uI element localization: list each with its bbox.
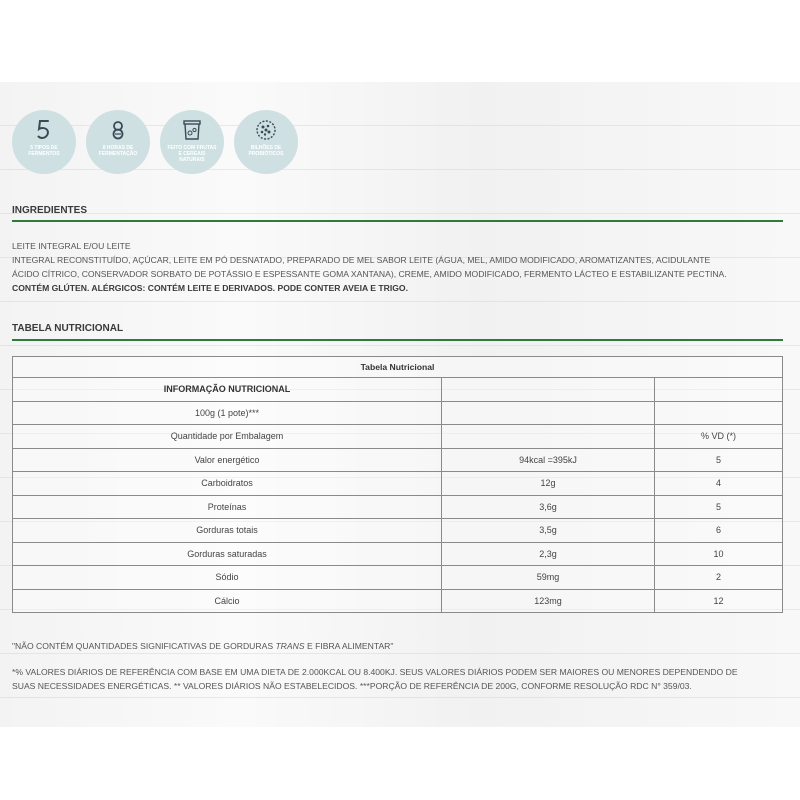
- table-cell-empty: [442, 425, 655, 449]
- table-row: [13, 472, 783, 496]
- nutrient-amount: 59mg: [442, 566, 655, 590]
- nutrient-vd: 2: [655, 566, 783, 590]
- table-row: [13, 495, 783, 519]
- nutrient-name: Gorduras saturadas: [13, 542, 442, 566]
- portion-size: 100g (1 pote)***: [13, 401, 442, 425]
- table-cell-empty: [442, 378, 655, 402]
- badge-label: 5 TIPOS DE FERMENTOS: [28, 145, 60, 157]
- ingredients-text: [12, 239, 787, 295]
- table-cell-empty: [442, 401, 655, 425]
- footnote-line: *% VALORES DIÁRIOS DE REFERÊNCIA COM BASE EM UMA DIETA DE 2.000KCAL OU 8.400KJ. SEUS VALORES DIÁRIOS PODEM SER MAIORES OU MENORES DEPENDENDO DE: [12, 667, 738, 677]
- fruit-cereal-jar-icon: [180, 118, 204, 142]
- allergen-warning: CONTÉM GLÚTEN. ALÉRGICOS: CONTÉM LEITE E DERIVADOS. PODE CONTER AVEIA E TRIGO.: [12, 283, 408, 293]
- badge-probioticos: [234, 110, 298, 174]
- nutrition-section-title: TABELA NUTRICIONAL: [12, 323, 124, 334]
- table-row: [13, 566, 783, 590]
- nutrient-vd: 4: [655, 472, 783, 496]
- product-info-panel: [0, 82, 800, 727]
- vd-footnote: [12, 665, 788, 693]
- nutrient-amount: 2,3g: [442, 542, 655, 566]
- hourglass-icon: [106, 118, 130, 142]
- ingredients-line: LEITE INTEGRAL E/OU LEITE: [12, 241, 131, 251]
- nutrient-name: Carboidratos: [13, 472, 442, 496]
- nutrient-name: Proteínas: [13, 495, 442, 519]
- badge-label: BILHÕES DE PROBIÓTICOS: [248, 145, 284, 157]
- badge-fermentos: [12, 110, 76, 174]
- nutrient-vd: 5: [655, 495, 783, 519]
- badge-frutas-cereais: [160, 110, 224, 174]
- footnote-line: SUAS NECESSIDADES ENERGÉTICAS. ** VALORES DIÁRIOS NÃO ESTABELECIDOS. ***PORÇÃO DE REFERÊNCIA DE 200G, CONFORME RESOLUÇÃO RDC N° 359/03.: [12, 681, 692, 691]
- nutrient-name: Valor energético: [13, 448, 442, 472]
- table-row: [13, 519, 783, 543]
- trans-fat-note: [12, 639, 788, 653]
- nutrient-vd: 5: [655, 448, 783, 472]
- table-caption: Tabela Nutricional: [13, 357, 783, 378]
- badge-fermentacao: [86, 110, 150, 174]
- table-row: [13, 448, 783, 472]
- nutrient-name: Gorduras totais: [13, 519, 442, 543]
- nutrient-vd: 12: [655, 589, 783, 613]
- nutrition-divider: [12, 339, 783, 341]
- nutrient-name: Cálcio: [13, 589, 442, 613]
- probiotics-icon: [254, 118, 278, 142]
- table-header: INFORMAÇÃO NUTRICIONAL: [13, 378, 442, 402]
- nutrient-amount: 3,6g: [442, 495, 655, 519]
- vd-header: % VD (*): [655, 425, 783, 449]
- ingredients-title: INGREDIENTES: [12, 205, 88, 216]
- number-five-icon: [32, 118, 56, 142]
- nutrient-name: Sódio: [13, 566, 442, 590]
- footnote-text: E FIBRA ALIMENTAR": [304, 641, 394, 651]
- footnote-text: "NÃO CONTÉM QUANTIDADES SIGNIFICATIVAS DE GORDURAS: [12, 641, 276, 651]
- ingredients-divider: [12, 220, 783, 222]
- badge-label: FEITO COM FRUTAS E CEREAIS NATURAIS: [167, 145, 217, 163]
- table-row: [13, 589, 783, 613]
- nutrient-vd: 6: [655, 519, 783, 543]
- nutrient-vd: 10: [655, 542, 783, 566]
- ingredients-line: INTEGRAL RECONSTITUÍDO, AÇÚCAR, LEITE EM PÓ DESNATADO, PREPARADO DE MEL SABOR LEITE (ÁGUA, MEL, AMIDO MODIFICADO, AROMATIZANTES, ACIDULANTE: [12, 255, 711, 265]
- nutrient-amount: 94kcal =395kJ: [442, 448, 655, 472]
- table-cell-empty: [655, 401, 783, 425]
- table-cell-empty: [655, 378, 783, 402]
- feature-badges: [12, 110, 298, 174]
- nutrient-amount: 123mg: [442, 589, 655, 613]
- nutrient-amount: 12g: [442, 472, 655, 496]
- nutrition-table: [12, 356, 783, 613]
- table-row: [13, 542, 783, 566]
- per-package-label: Quantidade por Embalagem: [13, 425, 442, 449]
- badge-label: 8 HORAS DE FERMENTAÇÃO: [98, 145, 138, 157]
- footnote-italic: TRANS: [275, 641, 305, 651]
- ingredients-line: ÁCIDO CÍTRICO, CONSERVADOR SORBATO DE POTÁSSIO E ESPESSANTE GOMA XANTANA), CREME, AMIDO MODIFICADO, FERMENTO LÁCTEO E ESTABILIZANTE PECTINA.: [12, 269, 727, 279]
- nutrient-amount: 3,5g: [442, 519, 655, 543]
